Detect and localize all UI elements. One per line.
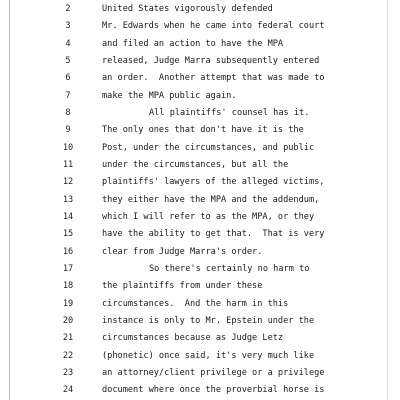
line-number: 14 <box>62 212 74 222</box>
line-number: 3 <box>65 21 71 31</box>
line-number: 19 <box>62 299 74 309</box>
transcript-line: Mr. Edwards when he came into federal court <box>102 21 325 31</box>
line-number: 15 <box>62 229 74 239</box>
line-number: 2 <box>65 4 71 14</box>
transcript-line: So there's certainly no harm to <box>149 264 310 274</box>
transcript-line: (phonetic) once said, it's very much like <box>102 351 315 361</box>
transcript-line: and filed an action to have the MPA <box>102 39 284 49</box>
line-number: 24 <box>62 385 74 395</box>
transcript-line: the plaintiffs from under these <box>102 281 263 291</box>
transcript-line: All plaintiffs' counsel has it. <box>149 108 310 118</box>
transcript-line: document where once the proverbial horse is <box>102 385 325 395</box>
line-number: 17 <box>62 264 74 274</box>
transcript-line: circumstances. And the harm in this <box>102 299 289 309</box>
transcript-line: make the MPA public again. <box>102 91 237 101</box>
transcript-line: circumstances because as Judge Letz <box>102 333 284 343</box>
transcript-line: an attorney/client privilege or a privilege <box>102 368 325 378</box>
line-number: 12 <box>62 177 74 187</box>
line-number: 11 <box>62 160 74 170</box>
line-number: 22 <box>62 351 74 361</box>
line-number: 20 <box>62 316 74 326</box>
transcript-line: plaintiffs' lawyers of the alleged victims, <box>102 177 325 187</box>
line-number: 7 <box>65 91 71 101</box>
transcript-line: an order. Another attempt that was made to <box>102 73 325 83</box>
transcript-line: have the ability to get that. That is very <box>102 229 325 239</box>
transcript-line: United States vigorously defended <box>102 4 273 14</box>
transcript-line: clear from Judge Marra's order. <box>102 247 263 257</box>
transcript-line: which I will refer to as the MPA, or they <box>102 212 315 222</box>
line-number: 4 <box>65 39 71 49</box>
line-number: 5 <box>65 56 71 66</box>
transcript-line: they either have the MPA and the addendum, <box>102 195 320 205</box>
line-number: 8 <box>65 108 71 118</box>
line-number: 10 <box>62 143 74 153</box>
line-number: 9 <box>65 125 71 135</box>
line-number: 16 <box>62 247 74 257</box>
transcript-line: released, Judge Marra subsequently entered <box>102 56 320 66</box>
line-number: 23 <box>62 368 74 378</box>
line-number: 13 <box>62 195 74 205</box>
line-number: 21 <box>62 333 74 343</box>
transcript-line: The only ones that don't have it is the <box>102 125 304 135</box>
transcript-line: instance is only to Mr. Epstein under the <box>102 316 315 326</box>
line-number: 6 <box>65 73 71 83</box>
transcript-line: Post, under the circumstances, and public <box>102 143 315 153</box>
transcript-line: under the circumstances, but all the <box>102 160 289 170</box>
line-number: 18 <box>62 281 74 291</box>
